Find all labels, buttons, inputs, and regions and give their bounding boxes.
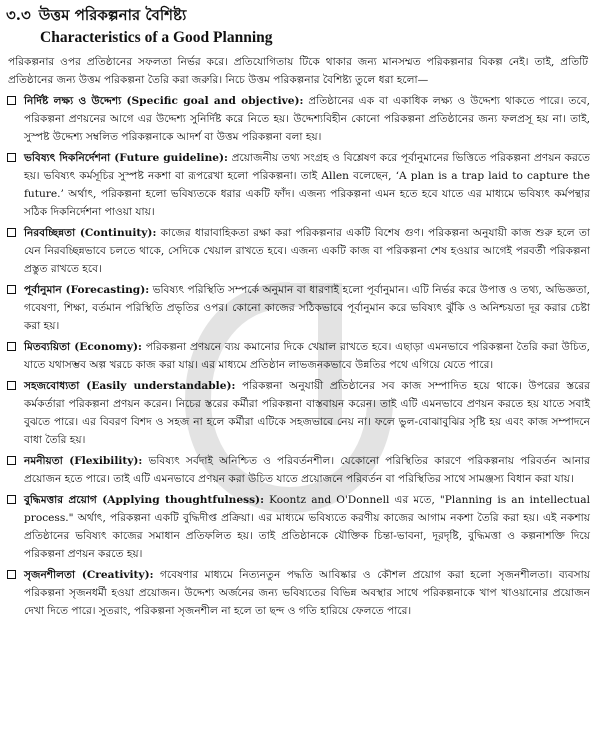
list-item-title: বুদ্ধিমত্তার প্রয়োগ (Applying thoughtfulness):	[24, 494, 264, 506]
list-item-title: নিরবচ্ছিন্নতা (Continuity):	[24, 227, 157, 239]
section-number: ৩.৩	[6, 6, 31, 24]
list-item-text	[24, 566, 590, 620]
list-item-text	[24, 92, 590, 146]
list-item-body: পরিকল্পনা অনুযায়ী প্রতিষ্ঠানের সব কাজ সম্পাদিত হয়ে থাকে। উপরের স্তরের কর্মকর্তারা পরিকল্পনা প্রণয়ন করেন। নিচের স্তরের কর্মীরা পরিকল্পনা বাস্তবায়ন করেন। তাই এটি এমনভাবে প্রণয়ন করতে হয় যাতে সবাই বুঝতে পারে। এর বিবরণ বিশদ ও সহজ না হলে কর্মীরা এটিকে সহজভাবে নেয় না। ফলে ভুল-বোঝাবুঝির সৃষ্টি হয় এবং কাজ সম্পাদনে বাধা তৈরি হয়।	[24, 380, 591, 446]
square-bullet-icon	[7, 456, 16, 465]
square-bullet-icon	[7, 381, 16, 390]
list-item-body: কাজের ধারাবাহিকতা রক্ষা করা পরিকল্পনার একটি বিশেষ গুণ। পরিকল্পনা অনুযায়ী কাজ শুরু হলে তা যেন নিরবচ্ছিন্নভাবে চলতে থাকে, সেদিকে খেয়াল রাখতে হবে। এজন্য একটি কাজ বা পরিকল্পনা শেষ হওয়ার আগেই পরবর্তী পরিকল্পনা প্রস্তুত রাখতে হবে।	[24, 227, 590, 275]
list-item-title: ভবিষ্যৎ দিকনির্দেশনা (Future guideline):	[24, 152, 228, 164]
list-item-title: সহজবোধ্যতা (Easily understandable):	[24, 380, 236, 392]
list-item-body: প্রয়োজনীয় তথ্য সংগ্রহ ও বিশ্লেষণ করে পূর্বানুমানের ভিত্তিতে পরিকল্পনা প্রণয়ন করতে হয়। ভবিষ্যৎ কর্মসূচির সুস্পষ্ট নকশা বা রূপরেখা হলো পরিকল্পনা। তাই Allen বলেছেন, ‘A plan is a trap laid to capture the future.’ অর্থাৎ, পরিকল্পনা হলো ভবিষ্যতকে ধরার একটি ফাঁদ। এজন্য পরিকল্পনা এমন হতে হবে যাতে এর মাধ্যমে ভবিষ্যৎ কর্মপন্থার সঠিক দিকনির্দেশনা পাওয়া যায়।	[24, 152, 590, 218]
list-item	[6, 224, 590, 278]
list-item-text	[24, 224, 590, 278]
list-item	[6, 452, 590, 488]
square-bullet-icon	[7, 96, 16, 105]
list-item-title: নির্দিষ্ট লক্ষ্য ও উদ্দেশ্য (Specific goal and objective):	[24, 95, 304, 107]
list-item-text	[24, 452, 590, 488]
list-item-body: গবেষণার মাধ্যমে নিত্যনতুন পদ্ধতি আবিষ্কার ও কৌশল প্রয়োগ করা হলো সৃজনশীলতা। ব্যবসায় পরিকল্পনা সৃজনধর্মী হওয়া প্রয়োজন। উদ্দেশ্য অর্জনের জন্য ভবিষ্যতের বিভিন্ন অবস্থার সাথে পরিকল্পনাকে খাপ খাওয়ানোর প্রয়োজন দেখা দিতে পারে। সুতরাং, পরিকল্পনা সৃজনশীল না হলে তা ছন্দ ও গতি হারিয়ে ফেলতে পারে।	[24, 569, 590, 617]
list-item	[6, 92, 590, 146]
list-item-body: পরিকল্পনা প্রণয়নে ব্যয় কমানোর দিকে খেয়াল রাখতে হবে। এছাড়া এমনভাবে পরিকল্পনা তৈরি করা উচিত, যাতে যথাসম্ভব অল্প খরচে কাজ করা যায়। এর মাধ্যমে প্রতিষ্ঠান লাভজনকভাবে উন্নতির পথে এগিয়ে যেতে পারে।	[24, 341, 590, 371]
list-item-body: ভবিষ্যৎ পরিস্থিতি সম্পর্কে অনুমান বা ধারণাই হলো পূর্বানুমান। এটি নির্ভর করে উপাত্ত ও তথ্য, অভিজ্ঞতা, গবেষণা, শিক্ষা, বর্তমান পরিস্থিতি প্রভৃতির ওপর। কোনো কাজের সঠিকভাবে পূর্বানুমান করে ভবিষ্যৎ ঝুঁকি ও অনিশ্চয়তা দূর করার চেষ্টা করা হয়।	[24, 284, 590, 332]
document-page	[6, 4, 590, 620]
list-item-text	[24, 281, 590, 335]
list-item	[6, 149, 590, 221]
square-bullet-icon	[7, 285, 16, 294]
section-heading	[6, 4, 590, 28]
square-bullet-icon	[7, 153, 16, 162]
section-subtitle: Characteristics of a Good Planning	[40, 29, 273, 46]
list-item-title: মিতব্যয়িতা (Economy):	[24, 341, 142, 353]
list-item-body: ভবিষ্যৎ সর্বদাই অনিশ্চিত ও পরিবর্তনশীল। যেকোনো পরিস্থিতির কারণে পরিকল্পনায় পরিবর্তন আনার প্রয়োজন হতে পারে। তাই এটি এমনভাবে প্রণয়ন করা উচিত যাতে প্রয়োজনে পরিবর্তন বা পরিস্থিতির সাথে সামঞ্জস্য বিধান করা যায়।	[24, 455, 590, 485]
square-bullet-icon	[7, 570, 16, 579]
list-item	[6, 377, 590, 449]
list-item-text	[24, 491, 590, 563]
list-item	[6, 491, 590, 563]
list-item-title: পূর্বানুমান (Forecasting):	[24, 284, 150, 296]
square-bullet-icon	[7, 228, 16, 237]
list-item	[6, 566, 590, 620]
list-item-text	[24, 338, 590, 374]
square-bullet-icon	[7, 495, 16, 504]
intro-paragraph: পরিকল্পনার ওপর প্রতিষ্ঠানের সফলতা নির্ভর করে। প্রতিযোগিতায় টিকে থাকার জন্য মানসম্মত পরিকল্পনার বিকল্প নেই। তাই, প্রতিটি প্রতিষ্ঠানের জন্য উত্তম পরিকল্পনা তৈরি করা জরুরি। নিচে উত্তম পরিকল্পনার বৈশিষ্ট্য তুলে ধরা হলো—	[8, 56, 588, 86]
list-item-body: প্রতিষ্ঠানের এক বা একাধিক লক্ষ্য ও উদ্দেশ্য থাকতে পারে। তবে, পরিকল্পনা প্রণয়নের আগে এর উদ্দেশ্য সুনির্দিষ্ট করে নিতে হয়। উদ্দেশ্যবিহীন কোনো পরিকল্পনা প্রতিষ্ঠানের জন্য ফলপ্রসূ হয় না। তাই, সুস্পষ্ট উদ্দেশ্য সম্বলিত পরিকল্পনাকে আদর্শ বা উত্তম পরিকল্পনা বলা হয়।	[24, 95, 590, 143]
list-item-body: Koontz and O'Donnell এর মতে, "Planning is an intellectual process." অর্থাৎ, পরিকল্পনা একটি বুদ্ধিদীপ্ত প্রক্রিয়া। এর মাধ্যমে ভবিষ্যতে করণীয় কাজের আগাম নকশা তৈরি করা হয়। এই নকশায় প্রতিষ্ঠানের ভবিষ্যৎ কাজের সমাধান প্রতিফলিত হয়। তাই প্রতিষ্ঠানকে যৌক্তিক চিন্তা-ভাবনা, দূরদৃষ্টি, বুদ্ধিমত্তা ও কল্পনাশক্তি দিয়ে পরিকল্পনা প্রণয়ন করতে হয়।	[24, 494, 590, 560]
list-item-text	[24, 377, 590, 449]
list-item	[6, 338, 590, 374]
list-item	[6, 281, 590, 335]
square-bullet-icon	[7, 342, 16, 351]
list-item-title: সৃজনশীলতা (Creativity):	[24, 569, 154, 581]
list-item-title: নমনীয়তা (Flexibility):	[24, 455, 143, 467]
list-item-text	[24, 149, 590, 221]
section-title: উত্তম পরিকল্পনার বৈশিষ্ট্য	[38, 6, 187, 24]
